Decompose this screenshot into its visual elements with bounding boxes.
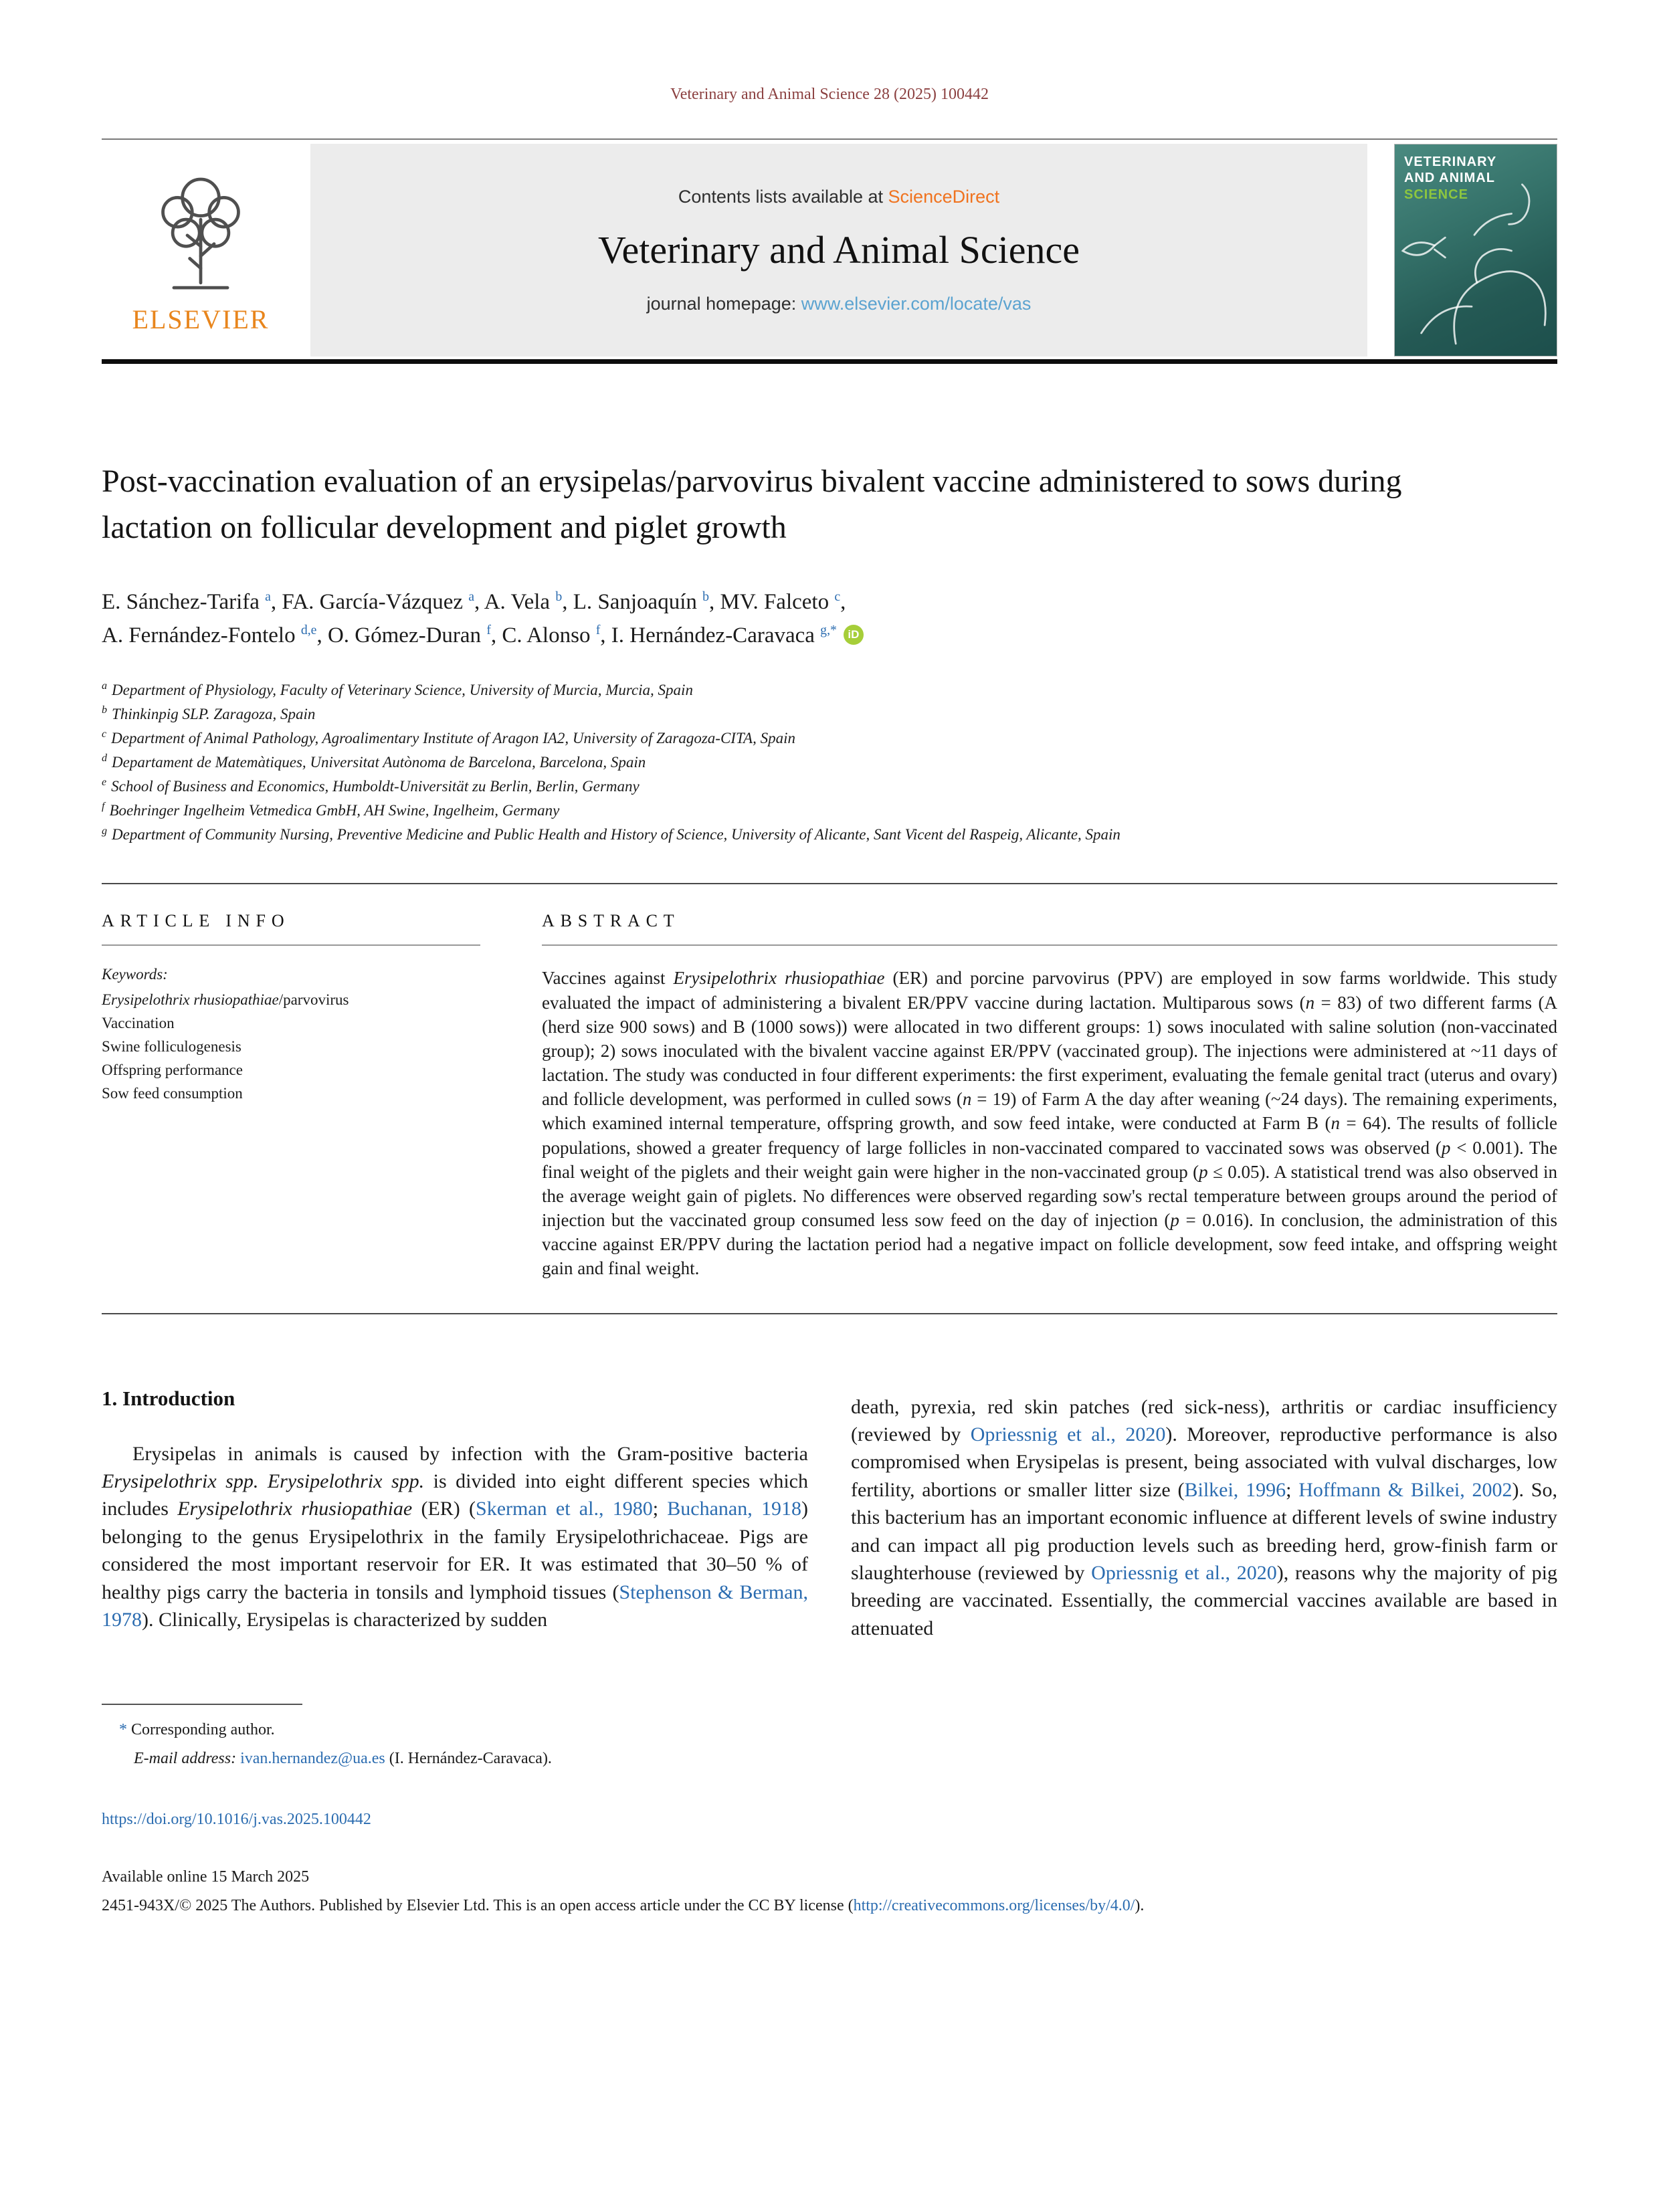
affiliation-item: $^f$ Boehringer Ingelheim Vetmedica GmbH, AH Swine, Ingelheim, Germany xyxy=(102,801,560,819)
inline-link[interactable]: Hoffmann & Bilkei, 2002 xyxy=(1298,1478,1512,1501)
affiliation-item: $^g$ Department of Community Nursing, Preventive Medicine and Public Health and History of Science, University of Alicante, Sant Vicent del Raspeig, Alicante, Spain xyxy=(102,825,1120,843)
journal-header-band xyxy=(102,144,1557,357)
header-black-rule xyxy=(102,359,1557,364)
cover-title-line2: AND ANIMAL xyxy=(1404,171,1495,186)
available-online: Available online 15 March 2025 xyxy=(102,1868,310,1886)
homepage-line xyxy=(647,294,1032,314)
page-footer xyxy=(102,1704,1557,1918)
article-body xyxy=(102,1387,1557,1643)
elsevier-wordmark: ELSEVIER xyxy=(132,304,270,334)
inline-link[interactable]: Bilkei, 1996 xyxy=(1184,1478,1286,1501)
article-title: Post-vaccination evaluation of an erysipelas/parvovirus bivalent vaccine administered to sows during lactation on follicular development and piglet growth xyxy=(102,464,1402,545)
contents-line xyxy=(678,187,999,207)
article-info-column xyxy=(102,911,480,1280)
author-line-2: A. Fernández-Fontelo $^{d,e}$, O. Gómez-Duran $^f$, C. Alonso $^f$, I. Hernández-Caravaca $^{g,*}$ iD xyxy=(102,619,1557,652)
affiliation-item: $^a$ Department of Physiology, Faculty of Veterinary Science, University of Murcia, Murcia, Spain xyxy=(102,680,693,698)
intro-heading: 1. Introduction xyxy=(102,1386,235,1410)
inline-link[interactable]: g,* xyxy=(820,623,837,638)
keyword-item: Vaccination xyxy=(102,1015,175,1032)
info-section-bottom-rule xyxy=(102,1313,1557,1314)
author-line-1: E. Sánchez-Tarifa $^a$, FA. García-Vázquez $^a$, A. Vela $^b$, L. Sanjoaquín $^b$, MV. Falceto $^c$, xyxy=(102,589,846,615)
article-info-heading: ARTICLE INFO xyxy=(102,911,290,931)
sciencedirect-link[interactable]: ScienceDirect xyxy=(888,186,1000,207)
keyword-item: Swine folliculogenesis xyxy=(102,1038,241,1055)
inline-link[interactable]: a xyxy=(265,589,271,605)
journal-title: Veterinary and Animal Science xyxy=(598,227,1080,272)
corresponding-author-note xyxy=(102,1718,1557,1742)
inline-link[interactable]: c xyxy=(834,589,841,605)
keyword-item: Erysipelothrix rhusiopathiae/parvovirus xyxy=(102,991,349,1009)
abstract-text: Vaccines against Erysipelothrix rhusiopathiae (ER) and porcine parvovirus (PPV) are employed in sow farms worldwide. This study evaluated the impact of administering a bivalent ER/PPV vaccine during lactation. Multiparous sows (n = 83) of two different farms (A (herd size 900 sows) and B (1000 sows)) were allocated in two different groups: 1) sows inoculated with saline solution (non-vaccinated group); 2) sows inoculated with the bivalent vaccine against ER/PPV (vaccinated group). The injections were administered at ~11 days of lactation. The study was conducted in four different experiments: the first experiment, evaluating the female genital tract (uterus and ovary) and follicle development, was performed in culled sows (n = 19) of Farm A the day after weaning (~24 days). The remaining experiments, which examined internal temperature, offspring growth, and sow feed intake, were conducted at Farm B (n = 64). The results of follicle populations, showed a greater frequency of large follicles in non-vaccinated compared to vaccinated sows was observed (p < 0.001). The final weight of the piglets and their weight gain were higher in the non-vaccinated group (p ≤ 0.05). A statistical trend was also observed in the average weight gain of piglets. No differences were observed regarding sow's rectal temperature between groups around the period of injection but the vaccinated group consumed less sow feed on the day of injection (p = 0.016). In conclusion, the administration of this vaccine against ER/PPV during the lactation period had a negative impact on follicle development, sow feed intake, and offspring weight gain and final weight. xyxy=(542,968,1558,1279)
header-top-divider xyxy=(102,138,1557,140)
intro-paragraph-right: death, pyrexia, red skin patches (red sick-ness), arthritis or cardiac insufficiency (reviewed by Opriessnig et al., 2020). Moreover, reproductive performance is also compromised when Erysipelas is present, being associated with vulval discharges, low fertility, abortions or smaller litter size (Bilkei, 1996; Hoffmann & Bilkei, 2002). So, this bacterium has an important economic influence at different levels of swine industry and can impact all pig production levels such as breeding herd, grow-finish farm or slaughterhouse (reviewed by Opriessnig et al., 2020), reasons why the majority of pig breeding are vaccinated. Essentially, the commercial vaccines available are based in attenuated xyxy=(851,1395,1557,1639)
inline-link[interactable]: http://creativecommons.org/licenses/by/4.0/ xyxy=(853,1897,1135,1915)
abstract-column xyxy=(542,911,1557,1280)
keywords-label: Keywords: xyxy=(102,966,168,983)
inline-link[interactable]: Skerman et al., 1980 xyxy=(476,1498,653,1520)
author-list xyxy=(102,585,1557,652)
affiliation-item: $^b$ Thinkinpig SLP. Zaragoza, Spain xyxy=(102,704,316,722)
info-abstract-section xyxy=(102,911,1557,1280)
body-column-left xyxy=(102,1387,808,1643)
body-column-right xyxy=(851,1387,1557,1643)
keyword-item: Offspring performance xyxy=(102,1062,243,1079)
inline-link[interactable]: f xyxy=(486,623,491,638)
contents-line-text: Contents lists available at xyxy=(678,186,888,207)
cover-title xyxy=(1404,154,1496,203)
inline-link[interactable]: Buchanan, 1918 xyxy=(667,1498,801,1520)
abstract-heading-rule xyxy=(542,944,1557,946)
article-info-heading-rule xyxy=(102,944,480,946)
cover-title-line3: SCIENCE xyxy=(1404,187,1468,202)
email-label: E-mail address: xyxy=(134,1749,237,1767)
email-suffix: (I. Hernández-Caravaca). xyxy=(385,1749,552,1767)
affiliations-list xyxy=(102,678,1557,847)
inline-link[interactable]: b xyxy=(702,589,710,605)
homepage-label: journal homepage: xyxy=(646,293,801,314)
abstract-heading: ABSTRACT xyxy=(542,911,680,931)
doi-link[interactable]: https://doi.org/10.1016/j.vas.2025.100442 xyxy=(102,1810,371,1828)
affiliation-item: $^e$ School of Business and Economics, Humboldt-Universität zu Berlin, Berlin, Germany xyxy=(102,777,640,795)
homepage-link[interactable]: www.elsevier.com/locate/vas xyxy=(801,293,1032,314)
journal-citation-line: Veterinary and Animal Science 28 (2025) 100442 xyxy=(670,86,989,103)
info-section-top-rule xyxy=(102,883,1557,884)
inline-link[interactable]: Stephenson & Berman, 1978 xyxy=(102,1581,808,1631)
inline-link[interactable]: b xyxy=(555,589,563,605)
affiliation-item: $^c$ Department of Animal Pathology, Agroalimentary Institute of Aragon IA2, University of Zaragoza-CITA, Spain xyxy=(102,728,795,746)
elsevier-tree-icon xyxy=(138,166,263,302)
inline-link[interactable]: d,e xyxy=(300,623,317,638)
inline-link[interactable]: f xyxy=(595,623,601,638)
inline-link[interactable]: Opriessnig et al., 2020 xyxy=(970,1423,1166,1445)
orcid-icon[interactable]: iD xyxy=(844,625,864,645)
corresponding-author-text: Corresponding author. xyxy=(131,1721,275,1739)
inline-link[interactable]: a xyxy=(468,589,475,605)
inline-link[interactable]: Opriessnig et al., 2020 xyxy=(1091,1561,1277,1584)
footnote-star: * xyxy=(119,1721,127,1739)
affiliation-item: $^d$ Departament de Matemàtiques, Universitat Autònoma de Barcelona, Barcelona, Spain xyxy=(102,752,646,771)
journal-header-box xyxy=(310,144,1367,357)
doi-line xyxy=(102,1808,1557,1831)
elsevier-logo xyxy=(102,144,300,357)
email-line xyxy=(102,1747,1557,1771)
email-link[interactable]: ivan.hernandez@ua.es xyxy=(240,1749,385,1767)
copyright-line: 2451-943X/© 2025 The Authors. Published by Elsevier Ltd. This is an open access article under the CC BY license (http://creativecommons.org/licenses/by/4.0/). xyxy=(102,1897,1145,1915)
footnote-rule xyxy=(102,1704,302,1705)
cover-title-line1: VETERINARY xyxy=(1404,155,1497,169)
keyword-item: Sow feed consumption xyxy=(102,1085,243,1102)
intro-paragraph-left: Erysipelas in animals is caused by infection with the Gram-positive bacteria Erysipelothrix spp. Erysipelothrix spp. is divided into eight different species which includes Erysipelothrix rhusiopathiae (ER) (Skerman et al., 1980; Buchanan, 1918) belonging to the genus Erysipelothrix in the family Erysipelothrichaceae. Pigs are considered the most important reservoir for ER. It was estimated that 30–50 % of healthy pigs carry the bacteria in tonsils and lymphoid tissues (Stephenson & Berman, 1978). Clinically, Erysipelas is characterized by sudden xyxy=(102,1442,808,1631)
journal-cover-thumbnail[interactable] xyxy=(1394,144,1557,357)
